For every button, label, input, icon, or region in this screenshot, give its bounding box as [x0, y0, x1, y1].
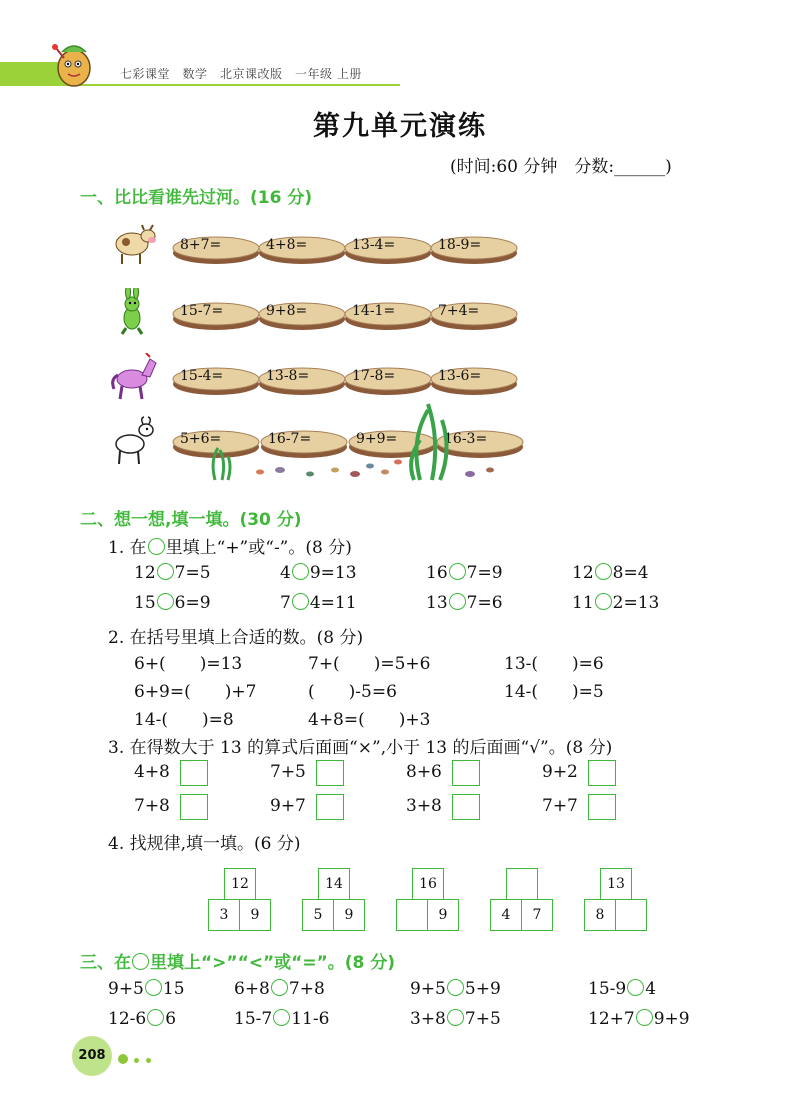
section-3-heading	[80, 948, 395, 973]
stepping-stone	[430, 234, 518, 264]
answer-circle[interactable]	[636, 1009, 653, 1026]
stepping-stone	[258, 365, 346, 395]
house-top[interactable]	[506, 868, 538, 900]
river-decoration	[170, 400, 530, 482]
page-number: 208	[72, 1036, 112, 1076]
operand-result: 6=9	[174, 593, 211, 613]
operand: 12	[134, 563, 156, 583]
footer-dot	[146, 1058, 151, 1063]
mark-box[interactable]	[452, 794, 480, 820]
compare-expression: 8+6	[406, 762, 442, 782]
footer-dot	[134, 1058, 139, 1063]
right-expression: 6	[165, 1009, 177, 1029]
stone-equation: 8+7=	[180, 237, 222, 253]
house-top: 12	[224, 868, 256, 900]
stone-equation: 15-4=	[180, 368, 224, 384]
answer-circle[interactable]	[595, 563, 612, 580]
number-house	[302, 868, 366, 932]
stone-equation: 13-8=	[266, 368, 310, 384]
answer-circle[interactable]	[292, 593, 309, 610]
stone-equation: 4+8=	[266, 237, 308, 253]
house-top: 16	[412, 868, 444, 900]
left-expression: 15-7	[234, 1009, 273, 1029]
answer-circle[interactable]	[595, 593, 612, 610]
time-score-label: (时间:60 分钟 分数:	[450, 157, 615, 177]
q3-instruction: 3. 在得数大于 13 的算式后面画“×”,小于 13 的后面画“√”。(8 分)	[108, 738, 613, 758]
compare-item	[588, 979, 656, 999]
fill-bracket-item[interactable]: 14-( )=5	[504, 682, 604, 702]
answer-circle[interactable]	[273, 1009, 290, 1026]
sign-fill-item	[134, 563, 211, 583]
stepping-stone	[344, 300, 432, 330]
operand-result: 7=9	[466, 563, 503, 583]
fill-bracket-item[interactable]: 13-( )=6	[504, 654, 604, 674]
sign-fill-item	[572, 563, 649, 583]
sign-fill-item	[134, 593, 211, 613]
house-top: 14	[318, 868, 350, 900]
answer-circle[interactable]	[292, 563, 309, 580]
stone-equation: 7+4=	[438, 303, 480, 319]
house-top: 13	[600, 868, 632, 900]
fill-bracket-item[interactable]: 6+9=( )+7	[134, 682, 257, 702]
number-house	[584, 868, 648, 932]
house-right: 9	[427, 899, 459, 931]
mark-box[interactable]	[452, 760, 480, 786]
left-expression: 3+8	[410, 1009, 446, 1029]
compare-item	[108, 1009, 176, 1029]
stone-equation: 13-4=	[352, 237, 396, 253]
operand: 12	[572, 563, 594, 583]
number-house	[396, 868, 460, 932]
sign-fill-item	[426, 593, 503, 613]
stone-equation: 17-8=	[352, 368, 396, 384]
house-right: 7	[521, 899, 553, 931]
house-right[interactable]	[615, 899, 647, 931]
q1-label: 1. 在	[108, 538, 147, 558]
mark-box[interactable]	[180, 760, 208, 786]
stone-equation: 13-6=	[438, 368, 482, 384]
operand: 11	[572, 593, 594, 613]
stepping-stone	[258, 300, 346, 330]
page-title: 第九单元演练	[313, 111, 487, 142]
compare-expression: 7+5	[270, 762, 306, 782]
right-expression: 5+9	[464, 979, 501, 999]
house-left: 4	[490, 899, 522, 931]
compare-expression: 9+2	[542, 762, 578, 782]
fill-bracket-item[interactable]: 14-( )=8	[134, 710, 234, 730]
stepping-stone	[344, 234, 432, 264]
stepping-stone	[172, 365, 260, 395]
stepping-stone	[172, 300, 260, 330]
answer-circle[interactable]	[145, 979, 162, 996]
q1-label-rest: 里填上“+”或“-”。(8 分)	[165, 538, 352, 558]
right-expression: 11-6	[291, 1009, 330, 1029]
circle-icon	[148, 538, 165, 555]
stone-equation: 9+9=	[356, 431, 398, 447]
answer-circle[interactable]	[449, 593, 466, 610]
fill-bracket-item[interactable]: 6+( )=13	[134, 654, 243, 674]
compare-expression: 7+8	[134, 796, 170, 816]
operand: 15	[134, 593, 156, 613]
section-2-heading: 二、想一想,填一填。(30 分)	[80, 510, 302, 530]
operand-result: 4=11	[309, 593, 357, 613]
number-house	[208, 868, 272, 932]
answer-circle[interactable]	[447, 979, 464, 996]
mascot-icon	[44, 38, 102, 90]
answer-circle[interactable]	[271, 979, 288, 996]
fill-bracket-item[interactable]: 4+8=( )+3	[308, 710, 431, 730]
footer-dot	[118, 1054, 128, 1064]
house-left: 8	[584, 899, 616, 931]
operand-result: 7=6	[466, 593, 503, 613]
score-blank[interactable]: ______	[614, 157, 666, 177]
house-left: 5	[302, 899, 334, 931]
stone-equation: 9+8=	[266, 303, 308, 319]
right-expression: 4	[645, 979, 657, 999]
stone-equation: 5+6=	[180, 431, 222, 447]
left-expression: 9+5	[108, 979, 144, 999]
section-3-heading-a: 三、在	[80, 953, 131, 973]
sign-fill-item	[572, 593, 659, 613]
compare-item	[234, 979, 325, 999]
q1-instruction	[108, 533, 352, 558]
circle-icon	[132, 953, 149, 970]
answer-circle[interactable]	[147, 1009, 164, 1026]
right-expression: 7+8	[288, 979, 325, 999]
sign-fill-item	[280, 593, 357, 613]
house-right: 9	[333, 899, 365, 931]
goat-icon	[108, 416, 164, 466]
section-3-heading-b: 里填上“>”“<”或“=”。(8 分)	[150, 953, 396, 973]
stone-equation: 15-7=	[180, 303, 224, 319]
right-expression: 9+9	[653, 1009, 690, 1029]
meta-close: )	[665, 157, 672, 177]
q2-instruction: 2. 在括号里填上合适的数。(8 分)	[108, 628, 364, 648]
operand-result: 8=4	[612, 563, 649, 583]
stepping-stone	[430, 300, 518, 330]
right-expression: 15	[162, 979, 185, 999]
mark-box[interactable]	[588, 794, 616, 820]
mark-box[interactable]	[316, 794, 344, 820]
q4-instruction: 4. 找规律,填一填。(6 分)	[108, 834, 301, 854]
stone-equation: 16-7=	[268, 431, 312, 447]
exam-meta	[450, 152, 672, 177]
left-expression: 15-9	[588, 979, 627, 999]
compare-expression: 7+7	[542, 796, 578, 816]
header-line	[60, 84, 400, 86]
left-expression: 6+8	[234, 979, 270, 999]
stepping-stone	[172, 234, 260, 264]
number-house	[490, 868, 554, 932]
cow-icon	[108, 222, 164, 272]
stone-equation: 18-9=	[438, 237, 482, 253]
stepping-stone	[430, 365, 518, 395]
horse-icon	[108, 353, 164, 403]
house-left: 3	[208, 899, 240, 931]
rabbit-icon	[108, 288, 164, 338]
fill-bracket-item[interactable]: ( )-5=6	[308, 682, 397, 702]
compare-expression: 3+8	[406, 796, 442, 816]
sign-fill-item	[280, 563, 357, 583]
mark-box[interactable]	[180, 794, 208, 820]
answer-circle[interactable]	[627, 979, 644, 996]
compare-item	[234, 1009, 329, 1029]
house-left[interactable]	[396, 899, 428, 931]
section-1-heading: 一、比比看谁先过河。(16 分)	[80, 188, 313, 208]
stepping-stone	[344, 365, 432, 395]
left-expression: 12-6	[108, 1009, 147, 1029]
mark-box[interactable]	[588, 760, 616, 786]
house-right: 9	[239, 899, 271, 931]
stone-equation: 16-3=	[444, 431, 488, 447]
operand-result: 7=5	[174, 563, 211, 583]
right-expression: 7+5	[464, 1009, 501, 1029]
stepping-stone	[258, 234, 346, 264]
stone-equation: 14-1=	[352, 303, 396, 319]
compare-item	[410, 1009, 501, 1029]
mark-box[interactable]	[316, 760, 344, 786]
operand-result: 9=13	[309, 563, 357, 583]
answer-circle[interactable]	[449, 563, 466, 580]
answer-circle[interactable]	[157, 563, 174, 580]
fill-bracket-item[interactable]: 7+( )=5+6	[308, 654, 431, 674]
compare-item	[588, 1009, 690, 1029]
compare-item	[410, 979, 501, 999]
left-expression: 9+5	[410, 979, 446, 999]
answer-circle[interactable]	[157, 593, 174, 610]
compare-item	[108, 979, 185, 999]
operand: 16	[426, 563, 448, 583]
operand: 13	[426, 593, 448, 613]
answer-circle[interactable]	[447, 1009, 464, 1026]
operand: 4	[280, 563, 291, 583]
operand-result: 2=13	[612, 593, 660, 613]
compare-expression: 9+7	[270, 796, 306, 816]
operand: 7	[280, 593, 291, 613]
compare-expression: 4+8	[134, 762, 170, 782]
header-series: 七彩课堂 数学 北京课改版 一年级 上册	[120, 67, 362, 81]
left-expression: 12+7	[588, 1009, 635, 1029]
sign-fill-item	[426, 563, 503, 583]
